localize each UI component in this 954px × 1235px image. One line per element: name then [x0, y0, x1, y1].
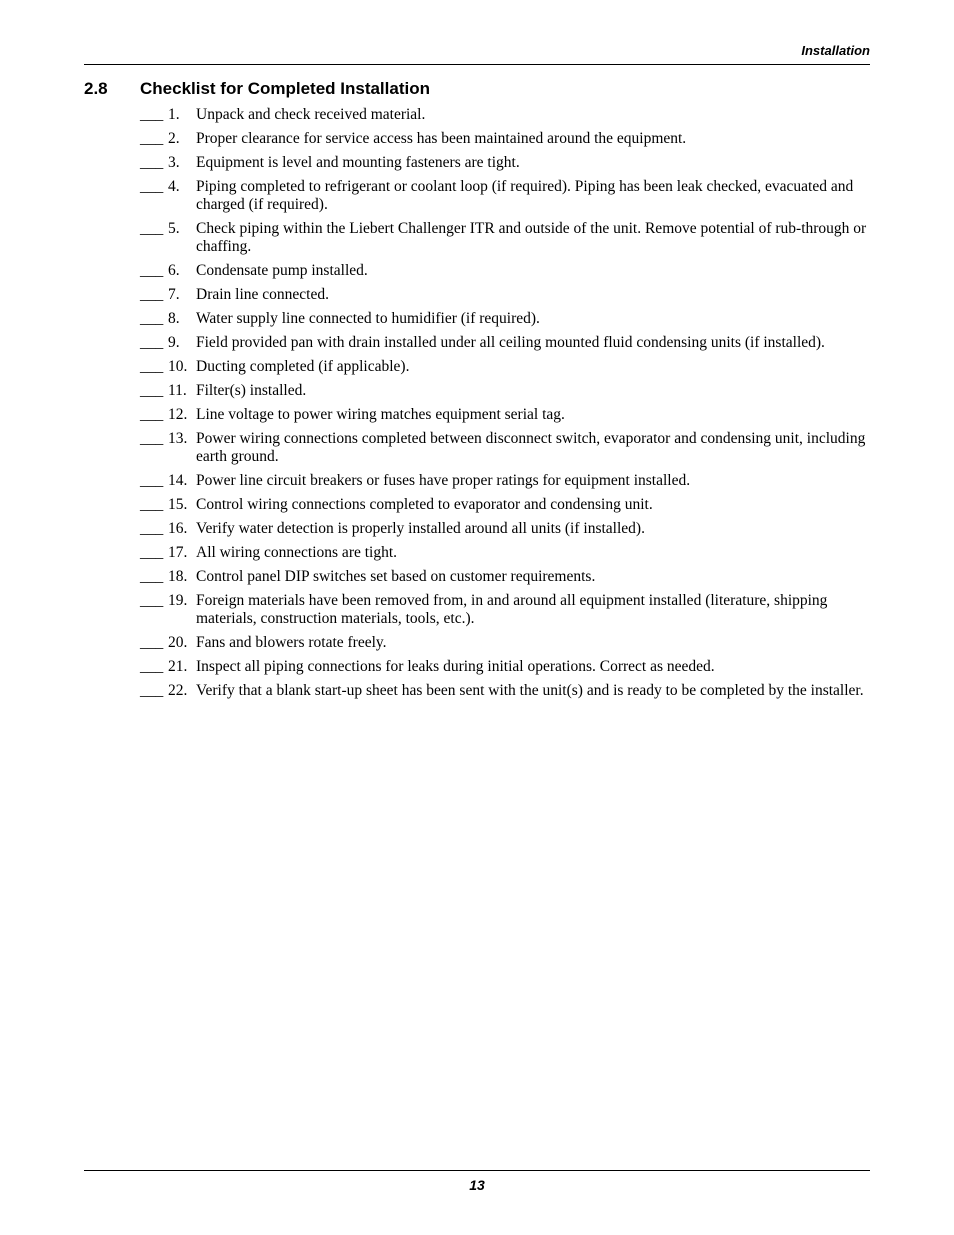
item-number: 22. — [168, 682, 188, 699]
section-title: Checklist for Completed Installation — [140, 79, 430, 98]
section-number: 2.8 — [84, 79, 108, 98]
check-blank: ___ — [140, 310, 164, 327]
item-text: Line voltage to power wiring matches equipment serial tag. — [196, 406, 565, 423]
item-text: Filter(s) installed. — [196, 382, 307, 399]
check-blank: ___ — [140, 406, 164, 423]
item-text: Verify water detection is properly installed around all units (if installed). — [196, 520, 645, 537]
checklist-item — [140, 262, 870, 280]
checklist-item — [140, 358, 870, 376]
header-divider — [84, 64, 870, 65]
checklist-item — [140, 472, 870, 490]
item-number: 11. — [168, 382, 187, 399]
item-text: All wiring connections are tight. — [196, 544, 398, 561]
checklist-item — [140, 520, 870, 538]
item-text: Water supply line connected to humidifier (if required). — [196, 310, 540, 327]
item-text: Fans and blowers rotate freely. — [196, 634, 387, 651]
item-text: Proper clearance for service access has been maintained around the equipment. — [196, 130, 687, 147]
check-blank: ___ — [140, 472, 164, 489]
item-text: Verify that a blank start-up sheet has been sent with the unit(s) and is ready to be completed by the installer. — [196, 682, 864, 699]
item-text: Ducting completed (if applicable). — [196, 358, 410, 375]
item-number: 8. — [168, 310, 180, 327]
item-number: 1. — [168, 106, 180, 123]
check-blank: ___ — [140, 568, 164, 585]
item-number: 2. — [168, 130, 180, 147]
section-heading — [84, 79, 430, 99]
check-blank: ___ — [140, 106, 164, 123]
item-text: Foreign materials have been removed from, in and around all equipment installed (literature, shipping materials, construction materials, tools, etc.). — [196, 592, 828, 627]
checklist-item — [140, 430, 870, 466]
item-number: 19. — [168, 592, 188, 609]
item-number: 9. — [168, 334, 180, 351]
check-blank: ___ — [140, 520, 164, 537]
item-number: 14. — [168, 472, 188, 489]
check-blank: ___ — [140, 358, 164, 375]
checklist-item — [140, 310, 870, 328]
item-text: Equipment is level and mounting fasteners are tight. — [196, 154, 520, 171]
check-blank: ___ — [140, 658, 164, 675]
item-number: 17. — [168, 544, 188, 561]
item-text: Inspect all piping connections for leaks during initial operations. Correct as needed. — [196, 658, 715, 675]
item-number: 3. — [168, 154, 180, 171]
item-number: 10. — [168, 358, 188, 375]
check-blank: ___ — [140, 634, 164, 651]
checklist-item — [140, 334, 870, 352]
check-blank: ___ — [140, 220, 164, 237]
checklist-item — [140, 496, 870, 514]
check-blank: ___ — [140, 286, 164, 303]
item-text: Power line circuit breakers or fuses have proper ratings for equipment installed. — [196, 472, 691, 489]
item-number: 12. — [168, 406, 188, 423]
check-blank: ___ — [140, 382, 164, 399]
check-blank: ___ — [140, 430, 164, 447]
item-number: 6. — [168, 262, 180, 279]
installation-checklist — [140, 106, 870, 706]
checklist-item — [140, 382, 870, 400]
checklist-item — [140, 130, 870, 148]
checklist-item — [140, 286, 870, 304]
item-number: 15. — [168, 496, 188, 513]
item-number: 16. — [168, 520, 188, 537]
item-text: Field provided pan with drain installed under all ceiling mounted fluid condensing units (if installed). — [196, 334, 825, 351]
check-blank: ___ — [140, 178, 164, 195]
checklist-item — [140, 568, 870, 586]
checklist-item — [140, 406, 870, 424]
checklist-item — [140, 106, 870, 124]
checklist-item — [140, 220, 870, 256]
check-blank: ___ — [140, 154, 164, 171]
running-header: Installation — [801, 43, 870, 58]
checklist-item — [140, 634, 870, 652]
item-number: 7. — [168, 286, 180, 303]
item-number: 4. — [168, 178, 180, 195]
checklist-item — [140, 178, 870, 214]
page-number: 13 — [469, 1177, 485, 1193]
footer-divider — [84, 1170, 870, 1171]
item-text: Unpack and check received material. — [196, 106, 426, 123]
checklist-item — [140, 592, 870, 628]
item-number: 5. — [168, 220, 180, 237]
item-number: 18. — [168, 568, 188, 585]
item-number: 21. — [168, 658, 188, 675]
item-text: Check piping within the Liebert Challenger ITR and outside of the unit. Remove potential of rub-through or chaffing. — [196, 220, 867, 255]
item-text: Piping completed to refrigerant or coolant loop (if required). Piping has been leak checked, evacuated and charged (if required). — [196, 178, 854, 213]
item-text: Control panel DIP switches set based on customer requirements. — [196, 568, 596, 585]
item-number: 13. — [168, 430, 188, 447]
item-text: Control wiring connections completed to evaporator and condensing unit. — [196, 496, 653, 513]
checklist-item — [140, 154, 870, 172]
item-text: Power wiring connections completed between disconnect switch, evaporator and condensing unit, including earth ground. — [196, 430, 866, 465]
item-text: Drain line connected. — [196, 286, 329, 303]
check-blank: ___ — [140, 334, 164, 351]
check-blank: ___ — [140, 544, 164, 561]
checklist-item — [140, 658, 870, 676]
item-text: Condensate pump installed. — [196, 262, 368, 279]
checklist-item — [140, 682, 870, 700]
item-number: 20. — [168, 634, 188, 651]
checklist-item — [140, 544, 870, 562]
check-blank: ___ — [140, 262, 164, 279]
check-blank: ___ — [140, 592, 164, 609]
check-blank: ___ — [140, 130, 164, 147]
check-blank: ___ — [140, 682, 164, 699]
check-blank: ___ — [140, 496, 164, 513]
